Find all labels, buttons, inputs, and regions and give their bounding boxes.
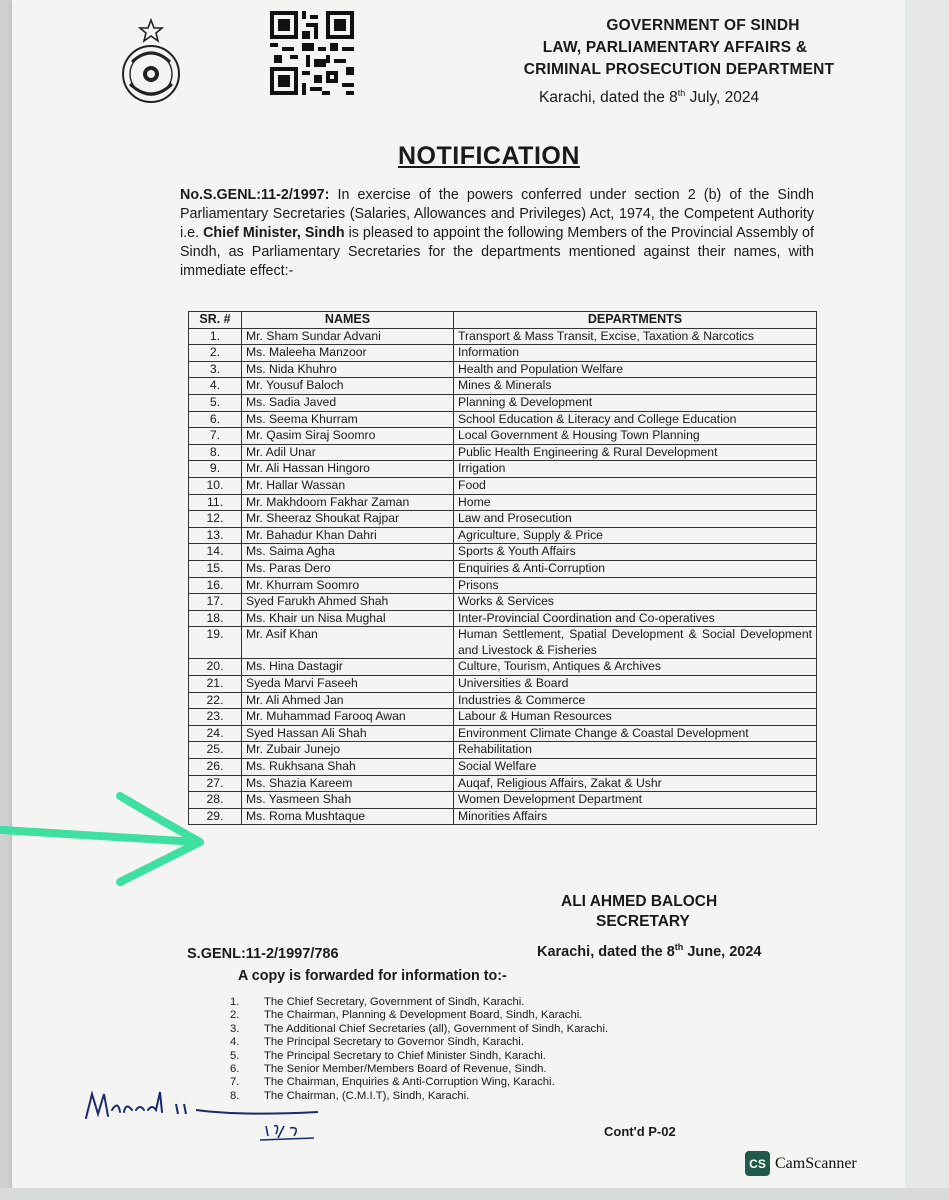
department-cell: Public Health Engineering & Rural Development (454, 444, 817, 461)
table-row (189, 544, 817, 561)
table-row (189, 527, 817, 544)
scan-bottom-margin (0, 1188, 949, 1200)
serial-cell: 8. (189, 444, 242, 461)
list-item-text: The Senior Member/Members Board of Revenue, Sindh. (264, 1063, 547, 1076)
header-government: GOVERNMENT OF SINDH (606, 17, 800, 34)
column-header-names: NAMES (242, 312, 454, 329)
table-row (189, 394, 817, 411)
header-date: Karachi, dated the 8th July, 2024 (539, 87, 760, 106)
name-cell: Mr. Asif Khan (242, 627, 454, 659)
department-cell: Auqaf, Religious Affairs, Zakat & Ushr (454, 775, 817, 792)
reference-number: S.GENL:11-2/1997/786 (187, 946, 339, 962)
competent-authority: Chief Minister, Sindh (203, 225, 345, 241)
name-cell: Ms. Khair un Nisa Mughal (242, 610, 454, 627)
camscanner-logo-icon: CS (745, 1151, 770, 1176)
serial-cell: 22. (189, 692, 242, 709)
signatory-name: ALI AHMED BALOCH (561, 893, 718, 910)
table-row (189, 610, 817, 627)
list-item (230, 1063, 608, 1076)
table-row (189, 577, 817, 594)
table-row (189, 594, 817, 611)
table-row (189, 361, 817, 378)
serial-cell: 6. (189, 411, 242, 428)
serial-cell: 5. (189, 394, 242, 411)
serial-cell: 26. (189, 759, 242, 776)
table-row (189, 775, 817, 792)
table-row (189, 742, 817, 759)
table-row (189, 709, 817, 726)
table-row (189, 378, 817, 395)
department-cell: Transport & Mass Transit, Excise, Taxation & Narcotics (454, 328, 817, 345)
name-cell: Mr. Adil Unar (242, 444, 454, 461)
department-cell: Law and Prosecution (454, 511, 817, 528)
department-cell: Information (454, 345, 817, 362)
name-cell: Ms. Shazia Kareem (242, 775, 454, 792)
green-arrow-icon (0, 790, 215, 890)
list-item-text: The Chairman, Enquiries & Anti-Corruption Wing, Karachi. (264, 1076, 555, 1089)
list-item-number: 1. (230, 996, 240, 1008)
column-header-sr: SR. # (189, 312, 242, 329)
notification-body: No.S.GENL:11-2/1997: In exercise of the powers conferred under section 2 (b) of the Sindh Parliamentary Secretaries (Salaries, Allowances and Privileges) Act, 1974, the Competent Authority i.e. Chief Minister, Sindh is pleased to appoint the following Members of the Provincial Assembly of Sindh, as Parliamentary Secretaries for the departments mentioned against their names, with immediate effect:- (180, 187, 814, 279)
table-row (189, 759, 817, 776)
list-item-text: The Additional Chief Secretaries (all), Government of Sindh, Karachi. (264, 1022, 609, 1035)
header-department-line2: CRIMINAL PROSECUTION DEPARTMENT (523, 61, 835, 78)
serial-cell: 24. (189, 725, 242, 742)
list-item-number: 2. (230, 1009, 240, 1022)
list-item-text: The Principal Secretary to Chief Minister Sindh, Karachi. (264, 1049, 546, 1062)
signatory-designation: SECRETARY (596, 913, 690, 930)
list-item-number: 3. (230, 1022, 240, 1035)
column-header-departments: DEPARTMENTS (454, 312, 817, 329)
table-row (189, 792, 817, 809)
list-item (230, 1009, 608, 1022)
department-cell: Industries & Commerce (454, 692, 817, 709)
table-row (189, 328, 817, 345)
table-row (189, 444, 817, 461)
name-cell: Ms. Sadia Javed (242, 394, 454, 411)
name-cell: Ms. Nida Khuhro (242, 361, 454, 378)
table-row (189, 511, 817, 528)
department-cell: Inter-Provincial Coordination and Co-operatives (454, 610, 817, 627)
list-item (230, 1036, 608, 1049)
table-row (189, 494, 817, 511)
table-row (189, 659, 817, 676)
list-item-text: The Chief Secretary, Government of Sindh, Karachi. (264, 996, 525, 1008)
department-cell: Sports & Youth Affairs (454, 544, 817, 561)
list-item-text: The Principal Secretary to Governor Sindh, Karachi. (264, 1036, 524, 1049)
serial-cell: 16. (189, 577, 242, 594)
table-row (189, 676, 817, 693)
list-item (230, 1050, 608, 1063)
camscanner-watermark: CamScanner (775, 1155, 857, 1172)
name-cell: Mr. Hallar Wassan (242, 477, 454, 494)
table-row (189, 477, 817, 494)
continued-marker: Cont'd P-02 (604, 1124, 676, 1139)
table-row (189, 725, 817, 742)
name-cell: Mr. Ali Ahmed Jan (242, 692, 454, 709)
serial-cell: 11. (189, 494, 242, 511)
department-cell: Social Welfare (454, 759, 817, 776)
department-cell: Women Development Department (454, 792, 817, 809)
list-item (230, 1023, 608, 1036)
name-cell: Mr. Sham Sundar Advani (242, 328, 454, 345)
list-item-text: The Chairman, (C.M.I.T), Sindh, Karachi. (264, 1089, 470, 1102)
table-row (189, 461, 817, 478)
serial-cell: 1. (189, 328, 242, 345)
serial-cell: 12. (189, 511, 242, 528)
table-row (189, 345, 817, 362)
name-cell: Mr. Bahadur Khan Dahri (242, 527, 454, 544)
appointments-table (188, 311, 817, 825)
table-row (189, 808, 817, 825)
serial-cell: 18. (189, 610, 242, 627)
department-cell: Mines & Minerals (454, 378, 817, 395)
serial-cell: 10. (189, 477, 242, 494)
serial-cell: 29. (189, 808, 242, 825)
serial-cell: 27. (189, 775, 242, 792)
serial-cell: 13. (189, 527, 242, 544)
department-cell: Planning & Development (454, 394, 817, 411)
name-cell: Mr. Muhammad Farooq Awan (242, 709, 454, 726)
serial-cell: 20. (189, 659, 242, 676)
list-item-text: The Chairman, Planning & Development Board, Sindh, Karachi. (264, 1009, 583, 1022)
serial-cell: 19. (189, 627, 242, 659)
department-cell: School Education & Literacy and College Education (454, 411, 817, 428)
serial-cell: 15. (189, 560, 242, 577)
name-cell: Syeda Marvi Faseeh (242, 676, 454, 693)
sindh-government-seal-icon (112, 18, 190, 106)
table-header-row (189, 312, 817, 329)
list-item-number: 5. (230, 1049, 240, 1062)
name-cell: Ms. Saima Agha (242, 544, 454, 561)
name-cell: Syed Hassan Ali Shah (242, 725, 454, 742)
table-row (189, 560, 817, 577)
department-cell: Food (454, 477, 817, 494)
department-cell: Home (454, 494, 817, 511)
department-cell: Minorities Affairs (454, 808, 817, 825)
department-cell: Rehabilitation (454, 742, 817, 759)
serial-cell: 2. (189, 345, 242, 362)
qr-code-icon (270, 10, 354, 96)
serial-cell: 28. (189, 792, 242, 809)
name-cell: Ms. Roma Mushtaque (242, 808, 454, 825)
table-row (189, 627, 817, 659)
reference-date: Karachi, dated the 8th June, 2024 (537, 942, 762, 960)
name-cell: Ms. Rukhsana Shah (242, 759, 454, 776)
department-cell: Health and Population Welfare (454, 361, 817, 378)
name-cell: Ms. Maleeha Manzoor (242, 345, 454, 362)
scan-margin (905, 0, 949, 1200)
copy-forwarded-heading: A copy is forwarded for information to:- (238, 968, 507, 984)
department-cell: Universities & Board (454, 676, 817, 693)
name-cell: Ms. Hina Dastagir (242, 659, 454, 676)
list-item-number: 6. (230, 1063, 240, 1076)
serial-cell: 23. (189, 709, 242, 726)
name-cell: Mr. Sheeraz Shoukat Rajpar (242, 511, 454, 528)
department-cell: Enquiries & Anti-Corruption (454, 560, 817, 577)
name-cell: Mr. Khurram Soomro (242, 577, 454, 594)
department-cell: Local Government & Housing Town Planning (454, 428, 817, 445)
serial-cell: 4. (189, 378, 242, 395)
serial-cell: 9. (189, 461, 242, 478)
list-item-number: 7. (230, 1076, 240, 1089)
name-cell: Syed Farukh Ahmed Shah (242, 594, 454, 611)
name-cell: Mr. Zubair Junejo (242, 742, 454, 759)
name-cell: Mr. Makhdoom Fakhar Zaman (242, 494, 454, 511)
department-cell: Agriculture, Supply & Price (454, 527, 817, 544)
department-cell: Labour & Human Resources (454, 709, 817, 726)
table-row (189, 411, 817, 428)
list-item-number: 4. (230, 1036, 240, 1049)
notification-reference: No.S.GENL:11-2/1997: (180, 187, 330, 203)
department-cell: Prisons (454, 577, 817, 594)
handwritten-signature-icon (80, 1082, 320, 1142)
table-row (189, 428, 817, 445)
department-cell: Human Settlement, Spatial Development & Social Development and Livestock & Fisheries (454, 627, 817, 659)
serial-cell: 25. (189, 742, 242, 759)
name-cell: Ms. Yasmeen Shah (242, 792, 454, 809)
serial-cell: 3. (189, 361, 242, 378)
serial-cell: 17. (189, 594, 242, 611)
serial-cell: 21. (189, 676, 242, 693)
name-cell: Ms. Paras Dero (242, 560, 454, 577)
name-cell: Mr. Qasim Siraj Soomro (242, 428, 454, 445)
department-cell: Culture, Tourism, Antiques & Archives (454, 659, 817, 676)
table-row (189, 692, 817, 709)
serial-cell: 7. (189, 428, 242, 445)
name-cell: Mr. Ali Hassan Hingoro (242, 461, 454, 478)
serial-cell: 14. (189, 544, 242, 561)
header-department-line1: LAW, PARLIAMENTARY AFFAIRS & (542, 39, 808, 56)
name-cell: Ms. Seema Khurram (242, 411, 454, 428)
list-item-number: 8. (230, 1089, 240, 1102)
name-cell: Mr. Yousuf Baloch (242, 378, 454, 395)
department-cell: Environment Climate Change & Coastal Development (454, 725, 817, 742)
department-cell: Works & Services (454, 594, 817, 611)
department-cell: Irrigation (454, 461, 817, 478)
list-item (230, 996, 608, 1009)
notification-title: NOTIFICATION (398, 142, 580, 170)
